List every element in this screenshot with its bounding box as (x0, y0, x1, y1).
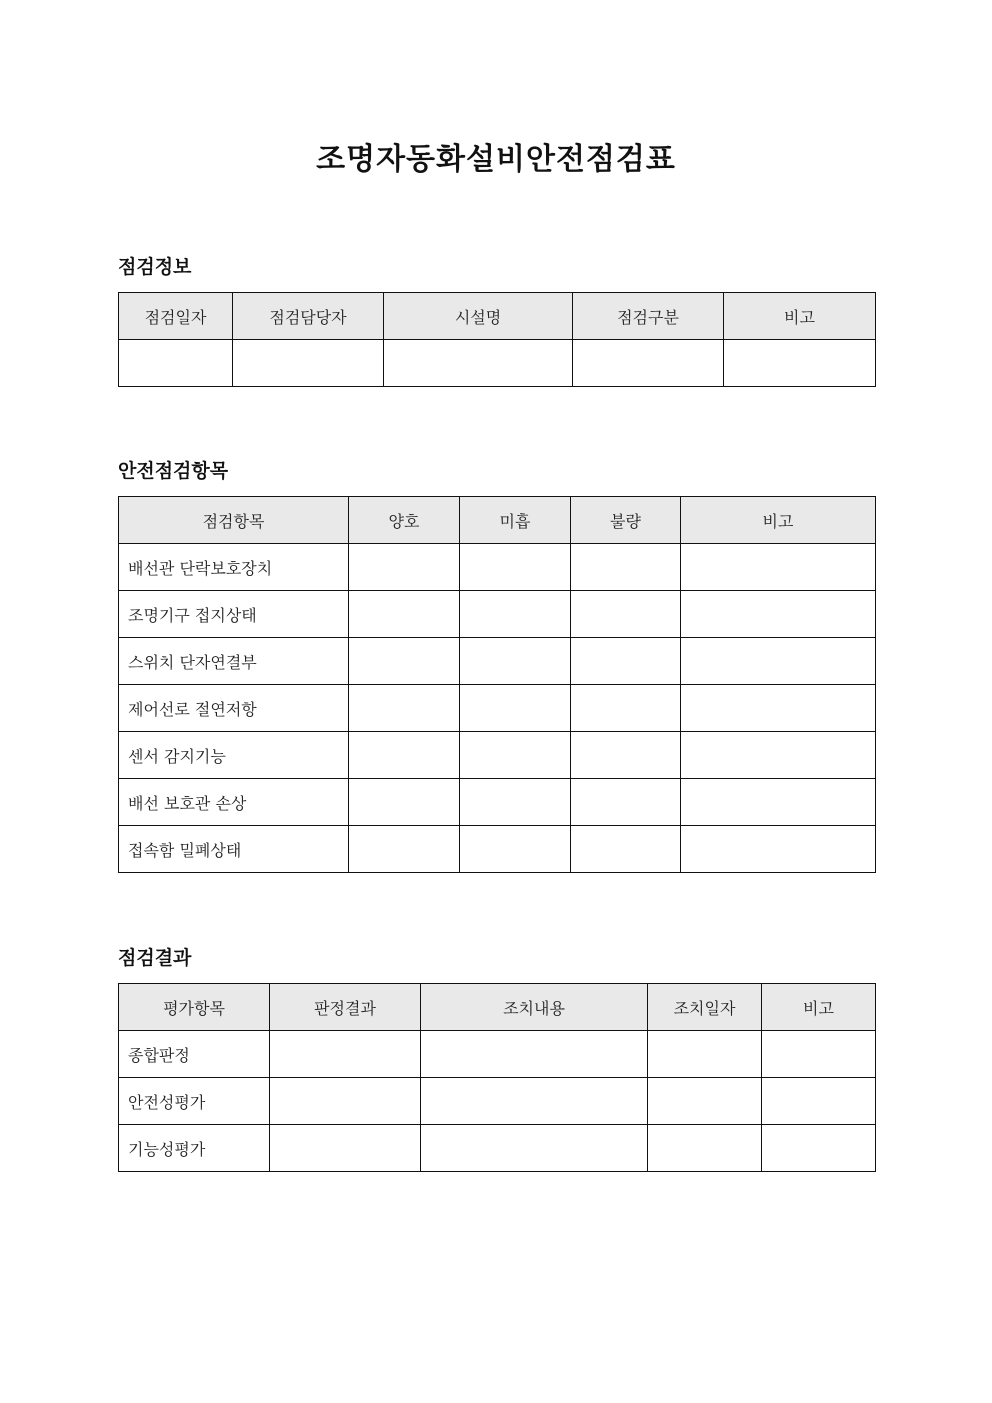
good-cell[interactable] (349, 685, 460, 732)
table-row (119, 591, 876, 638)
remarks-cell[interactable] (681, 685, 876, 732)
remarks-cell[interactable] (681, 591, 876, 638)
good-cell[interactable] (349, 779, 460, 826)
remarks-cell[interactable] (681, 732, 876, 779)
column-header: 판정결과 (270, 984, 421, 1031)
section-heading-info: 점검정보 (118, 256, 192, 278)
column-header: 불량 (571, 497, 681, 544)
action-content-cell[interactable] (421, 1125, 648, 1172)
good-cell[interactable] (349, 826, 460, 873)
table-row (119, 732, 876, 779)
table-row (119, 779, 876, 826)
remarks-cell[interactable] (724, 340, 876, 387)
bad-cell[interactable] (571, 732, 681, 779)
remarks-cell[interactable] (681, 779, 876, 826)
judgment-cell[interactable] (270, 1031, 421, 1078)
table-header-row (119, 497, 876, 544)
item-label: 제어선로 절연저항 (119, 685, 349, 732)
column-header: 비고 (681, 497, 876, 544)
item-label: 배선 보호관 손상 (119, 779, 349, 826)
bad-cell[interactable] (571, 638, 681, 685)
info-table (118, 292, 876, 387)
column-header: 양호 (349, 497, 460, 544)
insufficient-cell[interactable] (460, 591, 571, 638)
judgment-cell[interactable] (270, 1125, 421, 1172)
column-header: 미흡 (460, 497, 571, 544)
column-header: 비고 (762, 984, 876, 1031)
eval-item-label: 기능성평가 (119, 1125, 270, 1172)
item-label: 배선관 단락보호장치 (119, 544, 349, 591)
table-row (119, 340, 876, 387)
column-header: 점검담당자 (233, 293, 384, 340)
remarks-cell[interactable] (762, 1031, 876, 1078)
good-cell[interactable] (349, 638, 460, 685)
column-header: 조치일자 (648, 984, 762, 1031)
inspection-type-cell[interactable] (573, 340, 724, 387)
action-date-cell[interactable] (648, 1125, 762, 1172)
eval-item-label: 종합판정 (119, 1031, 270, 1078)
item-label: 조명기구 접지상태 (119, 591, 349, 638)
remarks-cell[interactable] (681, 544, 876, 591)
remarks-cell[interactable] (762, 1125, 876, 1172)
insufficient-cell[interactable] (460, 826, 571, 873)
bad-cell[interactable] (571, 591, 681, 638)
table-row (119, 1078, 876, 1125)
inspection-date-cell[interactable] (119, 340, 233, 387)
column-header: 점검항목 (119, 497, 349, 544)
column-header: 조치내용 (421, 984, 648, 1031)
facility-name-cell[interactable] (384, 340, 573, 387)
judgment-cell[interactable] (270, 1078, 421, 1125)
action-content-cell[interactable] (421, 1031, 648, 1078)
good-cell[interactable] (349, 544, 460, 591)
eval-item-label: 안전성평가 (119, 1078, 270, 1125)
inspector-cell[interactable] (233, 340, 384, 387)
table-row (119, 1125, 876, 1172)
results-table (118, 983, 876, 1172)
table-header-row (119, 293, 876, 340)
column-header: 시설명 (384, 293, 573, 340)
insufficient-cell[interactable] (460, 779, 571, 826)
action-content-cell[interactable] (421, 1078, 648, 1125)
column-header: 점검일자 (119, 293, 233, 340)
table-row (119, 1031, 876, 1078)
items-table (118, 496, 876, 873)
column-header: 점검구분 (573, 293, 724, 340)
item-label: 스위치 단자연결부 (119, 638, 349, 685)
action-date-cell[interactable] (648, 1031, 762, 1078)
insufficient-cell[interactable] (460, 638, 571, 685)
remarks-cell[interactable] (681, 826, 876, 873)
table-row (119, 826, 876, 873)
action-date-cell[interactable] (648, 1078, 762, 1125)
item-label: 접속함 밀폐상태 (119, 826, 349, 873)
remarks-cell[interactable] (762, 1078, 876, 1125)
good-cell[interactable] (349, 591, 460, 638)
bad-cell[interactable] (571, 544, 681, 591)
table-row (119, 638, 876, 685)
bad-cell[interactable] (571, 826, 681, 873)
section-heading-results: 점검결과 (118, 947, 192, 969)
good-cell[interactable] (349, 732, 460, 779)
bad-cell[interactable] (571, 779, 681, 826)
table-row (119, 685, 876, 732)
table-row (119, 544, 876, 591)
table-header-row (119, 984, 876, 1031)
column-header: 비고 (724, 293, 876, 340)
column-header: 평가항목 (119, 984, 270, 1031)
insufficient-cell[interactable] (460, 732, 571, 779)
remarks-cell[interactable] (681, 638, 876, 685)
bad-cell[interactable] (571, 685, 681, 732)
insufficient-cell[interactable] (460, 544, 571, 591)
section-heading-items: 안전점검항목 (118, 460, 229, 482)
insufficient-cell[interactable] (460, 685, 571, 732)
page-title: 조명자동화설비안전점검표 (316, 142, 676, 177)
item-label: 센서 감지기능 (119, 732, 349, 779)
